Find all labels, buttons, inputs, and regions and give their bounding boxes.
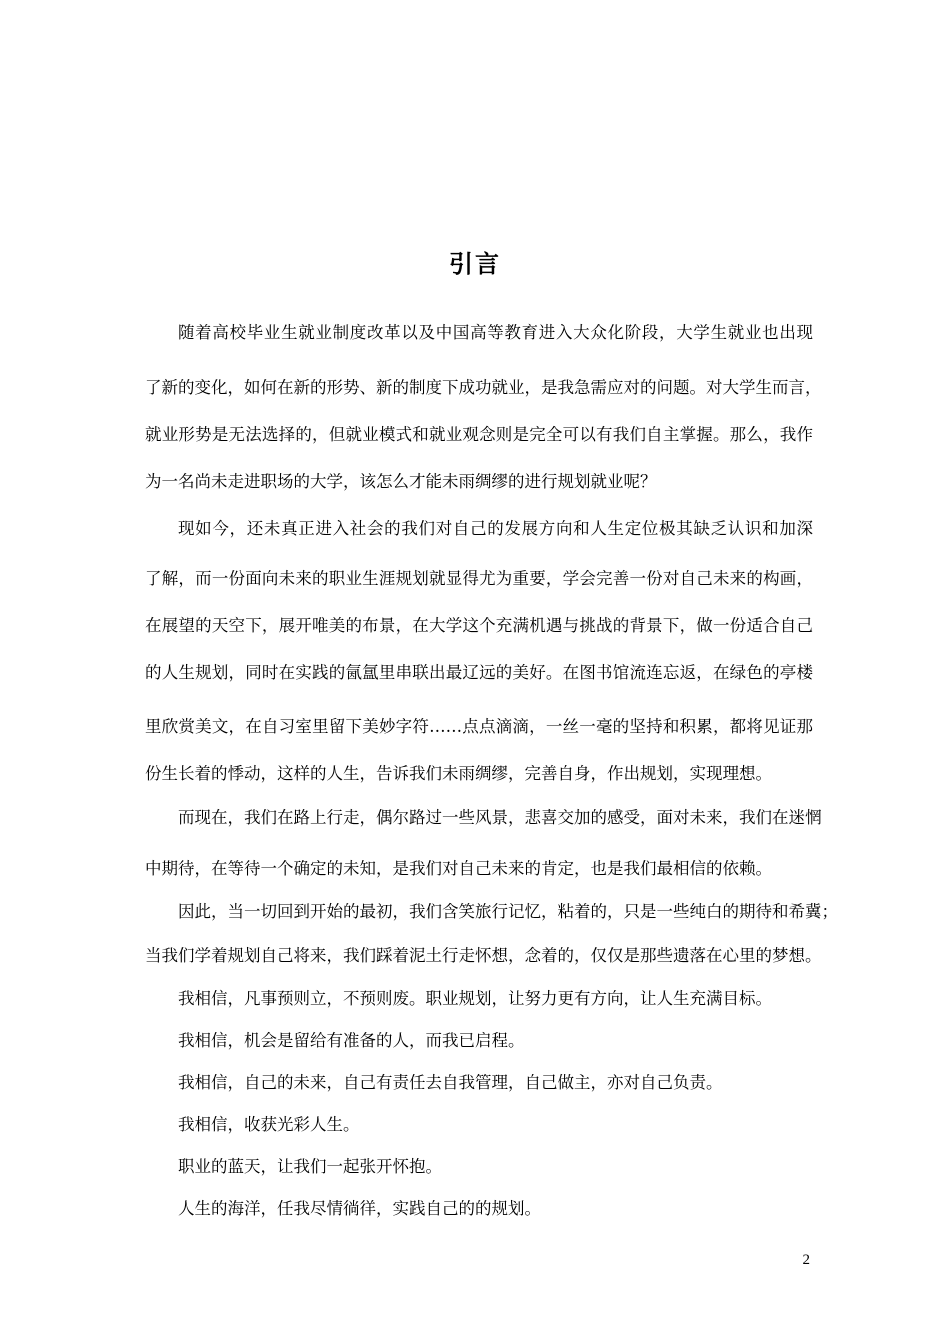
paragraph-line: 我相信，机会是留给有准备的人，而我已启程。 (178, 1031, 525, 1050)
paragraph-line: 中期待，在等待一个确定的未知，是我们对自己未来的肯定，也是我们最相信的依赖。 (145, 859, 772, 878)
paragraph-line: 了解，而一份面向未来的职业生涯规划就显得尤为重要，学会完善一份对自己未来的构画， (145, 569, 813, 588)
paragraph-line: 职业的蓝天，让我们一起张开怀抱。 (178, 1157, 442, 1176)
page-title: 引言 (449, 250, 501, 278)
paragraph-line: 而现在，我们在路上行走，偶尔路过一些风景，悲喜交加的感受，面对未来，我们在迷惘 (178, 808, 822, 827)
paragraph-line: 份生长着的悸动，这样的人生，告诉我们未雨绸缪，完善自身，作出规划，实现理想。 (145, 764, 772, 783)
page-number: 2 (802, 1252, 810, 1268)
paragraph-line: 我相信，凡事预则立，不预则废。职业规划，让努力更有方向，让人生充满目标。 (178, 989, 772, 1008)
paragraph-line: 了新的变化，如何在新的形势、新的制度下成功就业，是我急需应对的问题。对大学生而言， (145, 378, 822, 397)
paragraph-line: 在展望的天空下，展开唯美的布景，在大学这个充满机遇与挑战的背景下，做一份适合自己 (145, 616, 813, 635)
paragraph-line: 随着高校毕业生就业制度改革以及中国高等教育进入大众化阶段，大学生就业也出现 (178, 323, 813, 342)
paragraph-line: 因此，当一切回到开始的最初，我们含笑旅行记忆，粘着的，只是一些纯白的期待和希冀； (178, 902, 838, 921)
paragraph-line: 当我们学着规划自己将来，我们踩着泥土行走怀想，念着的，仅仅是那些遗落在心里的梦想。 (145, 946, 822, 965)
paragraph-line: 里欣赏美文，在自习室里留下美妙字符……点点滴滴，一丝一毫的坚持和积累，都将见证那 (145, 717, 813, 736)
paragraph-line: 人生的海洋，任我尽情徜徉，实践自己的的规划。 (178, 1199, 541, 1218)
paragraph-line: 为一名尚未走进职场的大学，该怎么才能未雨绸缪的进行规划就业呢？ (145, 472, 657, 491)
paragraph-line: 我相信，自己的未来，自己有责任去自我管理，自己做主，亦对自己负责。 (178, 1073, 723, 1092)
paragraph-line: 现如今，还未真正进入社会的我们对自己的发展方向和人生定位极其缺乏认识和加深 (178, 519, 813, 538)
paragraph-line: 的人生规划，同时在实践的氤氲里串联出最辽远的美好。在图书馆流连忘返，在绿色的亭楼 (145, 663, 813, 682)
paragraph-line: 就业形势是无法选择的，但就业模式和就业观念则是完全可以有我们自主掌握。那么，我作 (145, 425, 813, 444)
paragraph-line: 我相信，收获光彩人生。 (178, 1115, 360, 1134)
